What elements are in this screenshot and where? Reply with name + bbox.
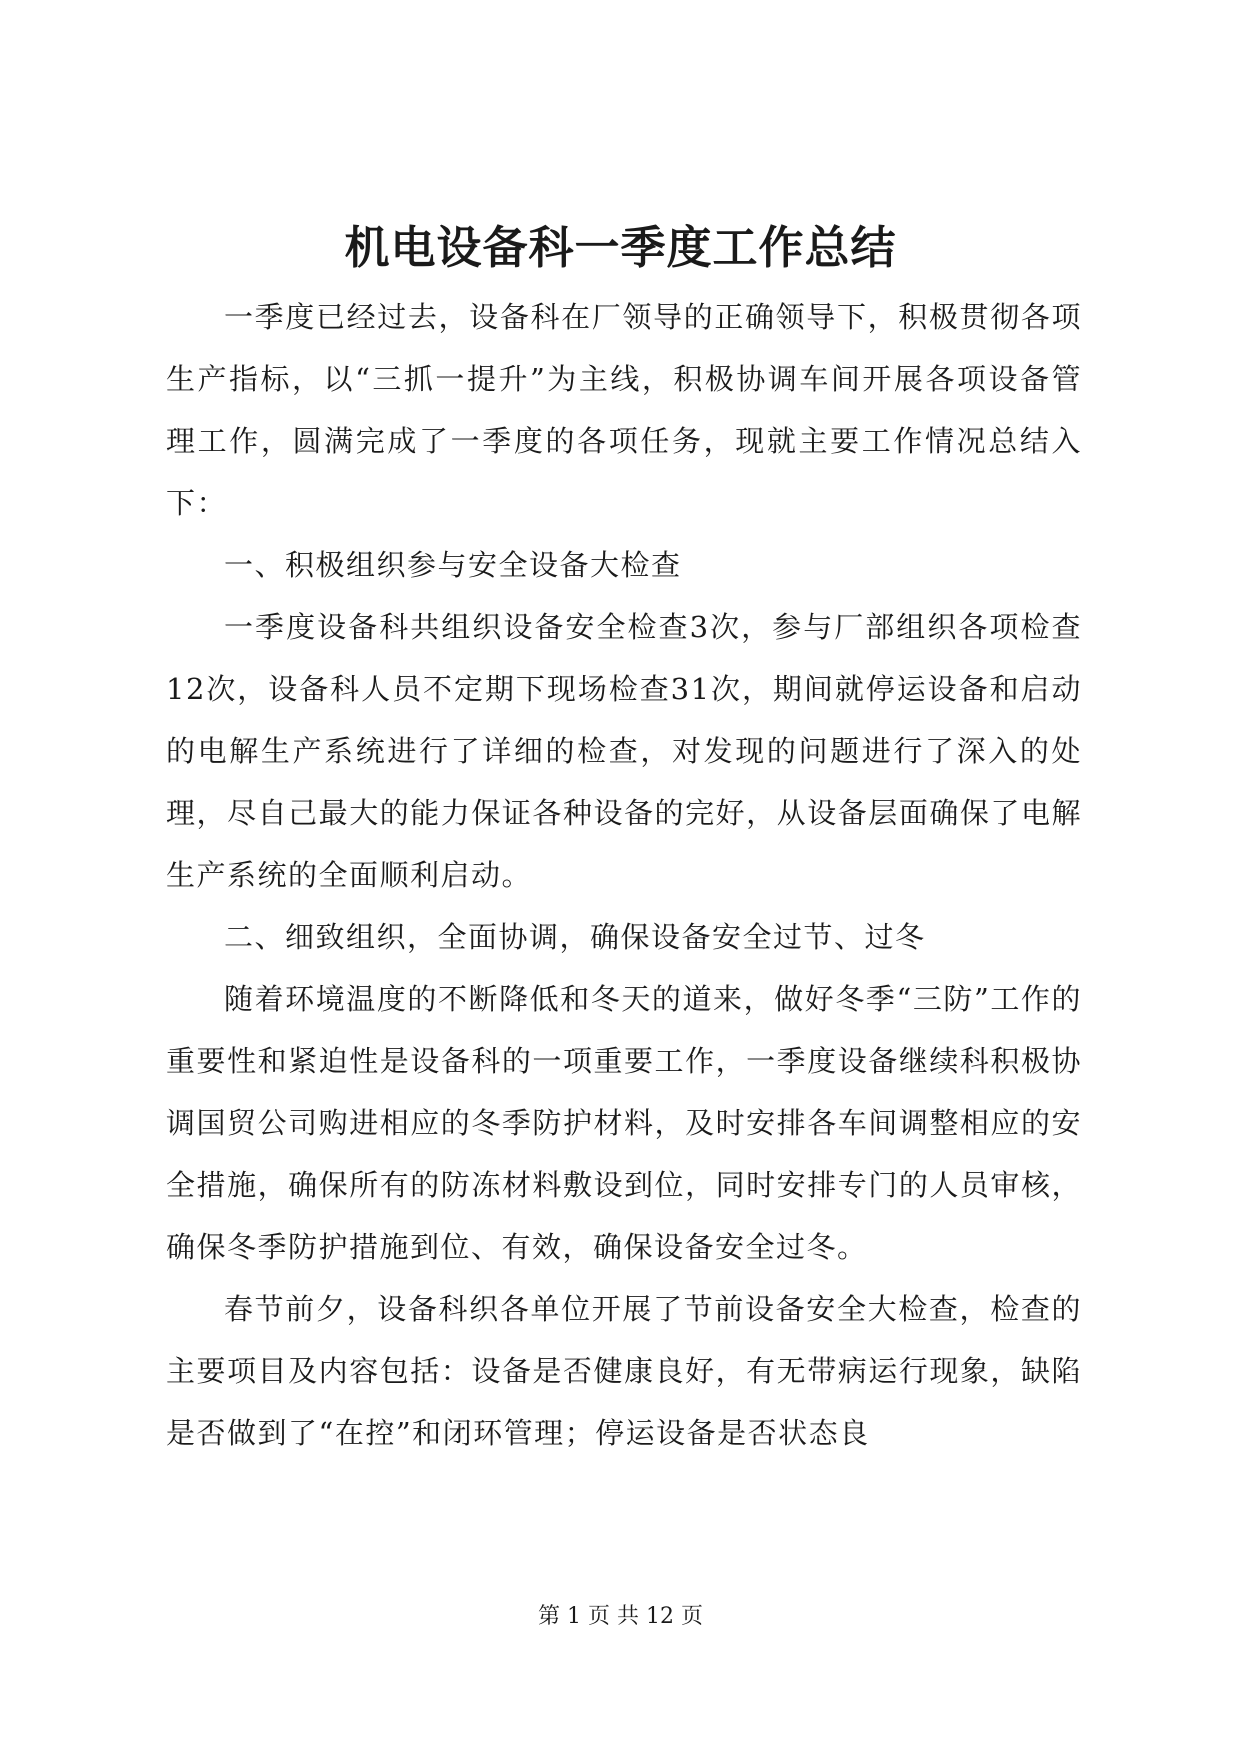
- paragraph-spring-festival: 春节前夕，设备科织各单位开展了节前设备安全大检查，检查的主要项目及内容包括：设备是否健康良好，有无带病运行现象，缺陷是否做到了“在控”和闭环管理；停运设备是否状态良: [166, 1292, 1082, 1450]
- paragraph-section-2: 随着环境温度的不断降低和冬天的道来，做好冬季“三防”工作的重要性和紧迫性是设备科的一项重要工作，一季度设备继续科积极协调国贸公司购进相应的冬季防护材料，及时安排各车间调整相应的安全措施，确保所有的防冻材料敷设到位，同时安排专门的人员审核，确保冬季防护措施到位、有效，确保设备安全过冬。: [166, 982, 1082, 1264]
- section-heading-2: 二、细致组织，全面协调，确保设备安全过节、过冬: [224, 920, 926, 954]
- document-body: [166, 286, 1082, 1464]
- section-heading-1: 一、积极组织参与安全设备大检查: [224, 548, 682, 582]
- document-title: 机电设备科一季度工作总结: [344, 221, 897, 274]
- paragraph-intro: 一季度已经过去，设备科在厂领导的正确领导下，积极贯彻各项生产指标，以“三抓一提升”为主线，积极协调车间开展各项设备管理工作，圆满完成了一季度的各项任务，现就主要工作情况总结入下：: [166, 300, 1082, 520]
- paragraph-section-1: 一季度设备科共组织设备安全检查3次，参与厂部组织各项检查12次，设备科人员不定期下现场检查31次，期间就停运设备和启动的电解生产系统进行了详细的检查，对发现的问题进行了深入的处理，尽自己最大的能力保证各种设备的完好，从设备层面确保了电解生产系统的全面顺利启动。: [166, 610, 1082, 892]
- page-footer: 第 1 页 共 12 页: [538, 1604, 703, 1629]
